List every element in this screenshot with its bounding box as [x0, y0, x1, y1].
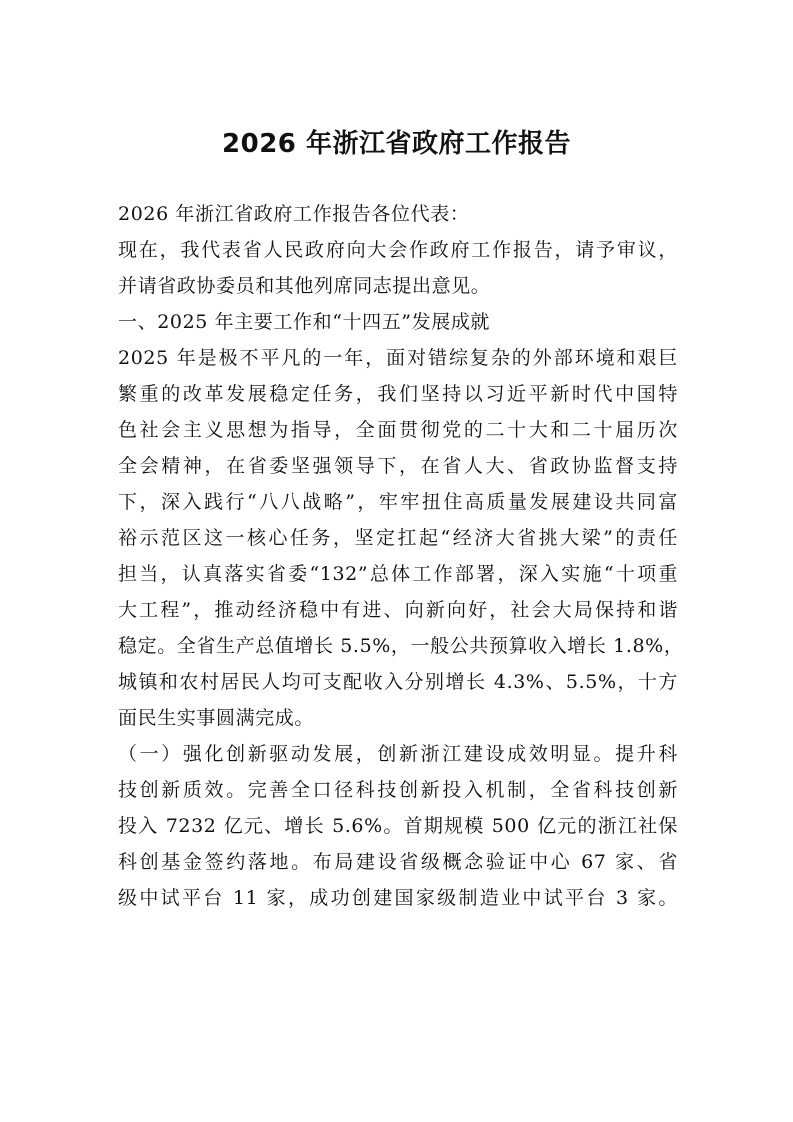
document-body — [118, 196, 684, 916]
paragraph-line: 面民生实事圆满完成。 — [118, 707, 315, 729]
paragraph-line: 大工程”，推动经济稳中有进、向新向好，社会大局保持和谐 — [118, 599, 678, 621]
paragraph-line: 繁重的改革发展稳定任务，我们坚持以习近平新时代中国特 — [118, 383, 678, 405]
document-title: 2026 年浙江省政府工作报告 — [222, 129, 571, 159]
paragraph-line: 技创新质效。完善全口径科技创新投入机制，全省科技创新 — [118, 779, 678, 801]
paragraph-line: 投入 7232 亿元、增长 5.6%。首期规模 500 亿元的浙江社保 — [118, 815, 678, 837]
paragraph-line: 担当，认真落实省委“132”总体工作部署，深入实施“十项重 — [118, 563, 678, 585]
paragraph-line: 现在，我代表省人民政府向大会作政府工作报告，请予审议， — [118, 239, 678, 261]
paragraph-line: 城镇和农村居民人均可支配收入分别增长 4.3%、5.5%，十方 — [118, 671, 678, 693]
paragraph-line: 全会精神，在省委坚强领导下，在省人大、省政协监督支持 — [118, 455, 678, 477]
paragraph-line: 并请省政协委员和其他列席同志提出意见。 — [118, 275, 491, 297]
paragraph-line: 科创基金签约落地。布局建设省级概念验证中心 67 家、省 — [118, 851, 678, 873]
salutation-line: 2026 年浙江省政府工作报告各位代表： — [118, 203, 470, 225]
paragraph-line: 级中试平台 11 家，成功创建国家级制造业中试平台 3 家。 — [118, 887, 678, 909]
paragraph-line: 裕示范区这一核心任务，坚定扛起“经济大省挑大梁”的责任 — [118, 527, 678, 549]
paragraph-line: （一）强化创新驱动发展，创新浙江建设成效明显。提升科 — [118, 743, 678, 765]
paragraph-line: 下，深入践行“八八战略”，牢牢扭住高质量发展建设共同富 — [118, 491, 678, 513]
paragraph-line: 稳定。全省生产总值增长 5.5%，一般公共预算收入增长 1.8%， — [118, 635, 684, 657]
paragraph-line: 色社会主义思想为指导，全面贯彻党的二十大和二十届历次 — [118, 419, 678, 441]
paragraph-line: 2025 年是极不平凡的一年，面对错综复杂的外部环境和艰巨 — [118, 347, 678, 369]
section-heading: 一、2025 年主要工作和“十四五”发展成就 — [118, 311, 491, 333]
